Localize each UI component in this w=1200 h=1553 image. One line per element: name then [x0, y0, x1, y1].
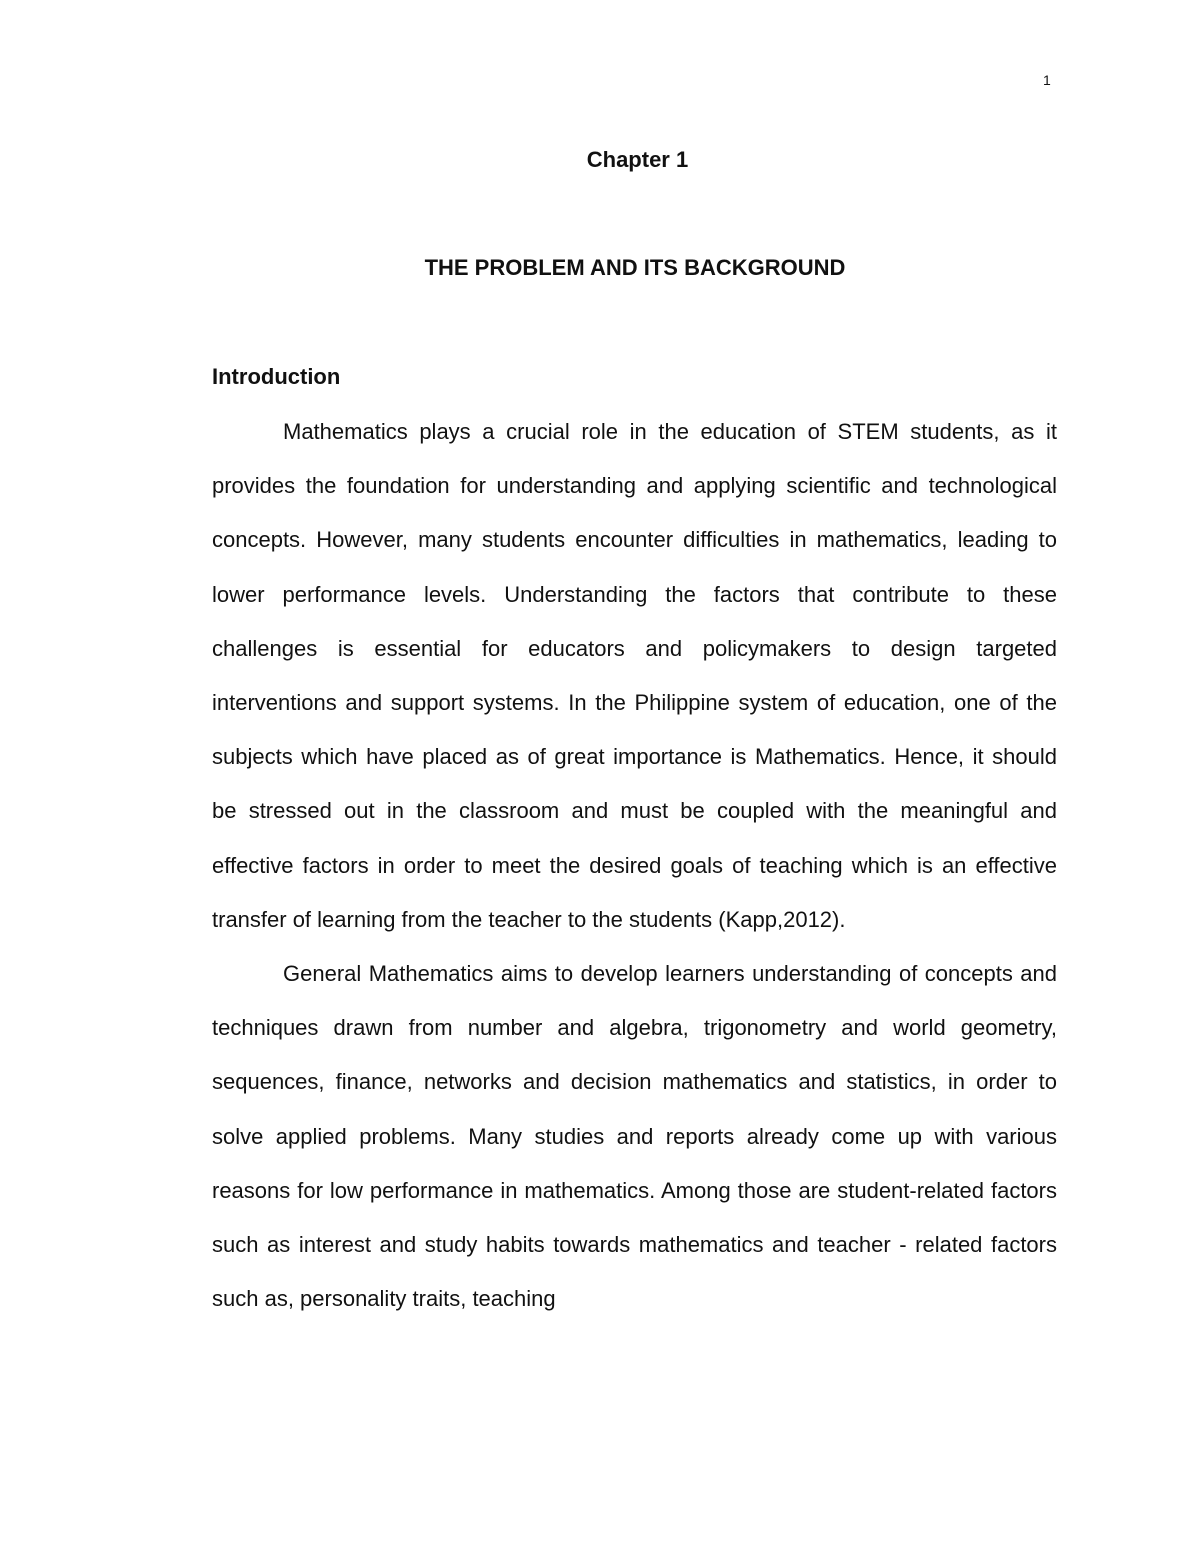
paragraph: Mathematics plays a crucial role in the education of STEM students, as it provides the foundation for understanding and applying scientific and technological concepts. However, many students encounter difficulties in mathematics, leading to lower performance levels. Understanding the factors that contribute to these challenges is essential for educators and policymakers to design targeted interventions and support systems. In the Philippine system of education, one of the subjects which have placed as of great importance is Mathematics. Hence, it should be stressed out in the classroom and must be coupled with the meaningful and effective factors in order to meet the desired goals of teaching which is an effective transfer of learning from the teacher to the students (Kapp,2012). — [212, 419, 1057, 932]
page-number: 1 — [1043, 72, 1051, 88]
paragraph: General Mathematics aims to develop learners understanding of concepts and techniques drawn from number and algebra, trigonometry and world geometry, sequences, finance, networks and decision mathematics and statistics, in order to solve applied problems. Many studies and reports already come up with various reasons for low performance in mathematics. Among those are student-related factors such as interest and study habits towards mathematics and teacher - related factors such as, personality traits, teaching — [212, 961, 1057, 1312]
section-heading: Introduction — [212, 364, 341, 389]
chapter-heading: Chapter 1 — [586, 147, 689, 172]
document-title: THE PROBLEM AND ITS BACKGROUND — [424, 255, 846, 280]
body-text — [212, 405, 1057, 1326]
